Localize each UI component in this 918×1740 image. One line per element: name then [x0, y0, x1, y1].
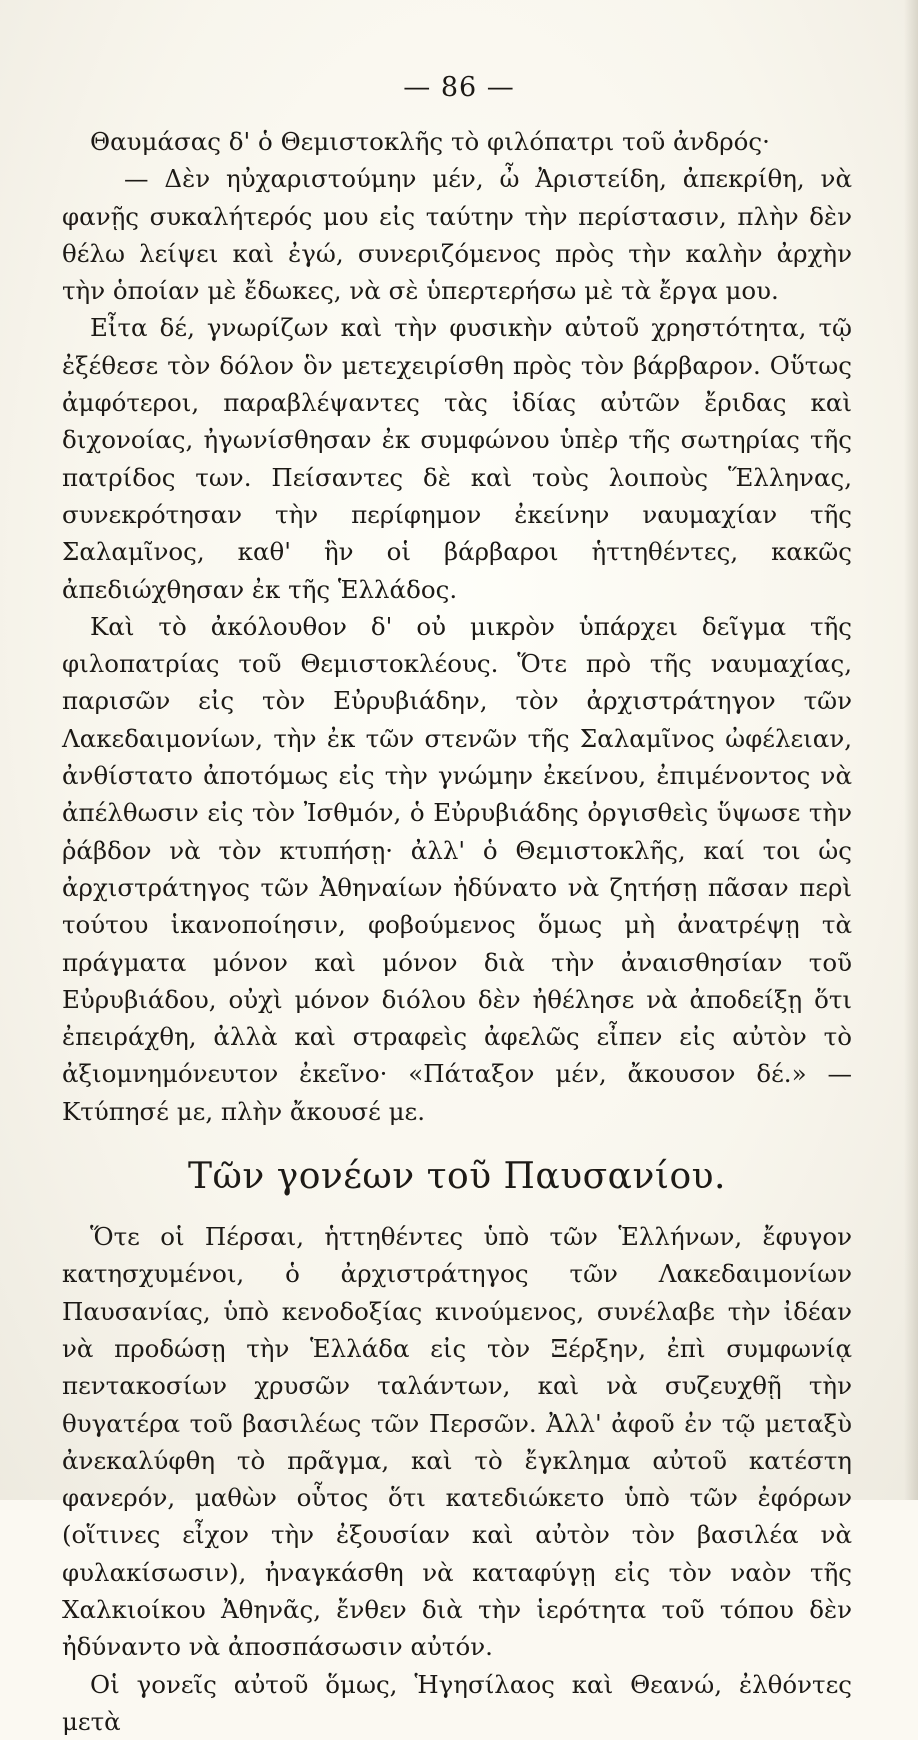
page-text: [62, 123, 852, 1740]
paragraph: Καὶ τὸ ἀκόλουθον δ' οὐ μικρὸν ὑπάρχει δεῖγμα τῆς φιλοπατρίας τοῦ Θεμιστοκλέους. Ὅτε πρὸ τῆς ναυμαχίας, παρισῶν εἰς τὸν Εὐρυβιάδην, τὸν ἀρχιστράτηγον τῶν Λακεδαιμονίων, τὴν ἐκ τῶν στενῶν τῆς Σαλαμῖνος ὠφέλειαν, ἀνθίστατο ἀποτόμως εἰς τὴν γνώμην ἐκείνου, ἐπιμένοντος νὰ ἀπέλθωσιν εἰς τὸν Ἰσθμόν, ὁ Εὐρυβιάδης ὀργισθεὶς ὕψωσε τὴν ῥάβδον νὰ τὸν κτυπήσῃ· ἀλλ' ὁ Θεμιστοκλῆς, καί τοι ὡς ἀρχιστράτηγος τῶν Ἀθηναίων ἠδύνατο νὰ ζητήσῃ πᾶσαν περὶ τούτου ἱκανοποίησιν, φοβούμενος ὅμως μὴ ἀνατρέψῃ τὰ πράγματα μόνον καὶ μόνον διὰ τὴν ἀναισθησίαν τοῦ Εὐρυβιάδου, οὐχὶ μόνον διόλου δὲν ἠθέλησε νὰ ἀποδείξῃ ὅτι ἐπειράχθη, ἀλλὰ καὶ στραφεὶς ἀφελῶς εἶπεν εἰς αὐτὸν τὸ ἀξιομνημόνευτον ἐκεῖνο· «Πάταξον μέν, ἄκουσον δέ.» —Κτύπησέ με, πλὴν ἄκουσέ με.: [62, 611, 852, 1126]
paragraph: — Δὲν ηὐχαριστούμην μέν, ὦ Ἀριστείδη, ἀπεκρίθη, νὰ φανῇς συκαλήτερός μου εἰς ταύτην τὴν περίστασιν, πλὴν δὲν θέλω λείψει καὶ ἐγώ, συνεριζόμενος πρὸς τὴν καλὴν ἀρχὴν τὴν ὁποίαν μὲ ἔδωκες, νὰ σὲ ὑπερτερήσω μὲ τὰ ἔργα μου.: [62, 164, 852, 306]
page-edge-shadow: [904, 0, 918, 1500]
section-heading: Τῶν γονέων τοῦ Παυσανίου.: [188, 1156, 726, 1198]
paragraph: Οἱ γονεῖς αὐτοῦ ὅμως, Ἡγησίλαος καὶ Θεανώ, ἐλθόντες μετὰ: [62, 1669, 852, 1736]
paragraph: Θαυμάσας δ' ὁ Θεμιστοκλῆς τὸ φιλόπατρι τοῦ ἀνδρός·: [90, 127, 770, 156]
paragraph: Εἶτα δέ, γνωρίζων καὶ τὴν φυσικὴν αὐτοῦ χρηστότητα, τῷ ἐξέθεσε τὸν δόλον ὃν μετεχειρίσθη πρὸς τὸν βάρβαρον. Οὕτως ἀμφότεροι, παραβλέψαντες τὰς ἰδίας αὐτῶν ἔριδας καὶ διχονοίας, ἠγωνίσθησαν ἐκ συμφώνου ὑπὲρ τῆς σωτηρίας τῆς πατρίδος των. Πείσαντες δὲ καὶ τοὺς λοιποὺς Ἕλληνας, συνεκρότησαν τὴν περίφημον ἐκείνην ναυμαχίαν τῆς Σαλαμῖνος, καθ' ἣν οἱ βάρβαροι ἡττηθέντες, κακῶς ἀπεδιώχθησαν ἐκ τῆς Ἑλλάδος.: [62, 313, 852, 604]
page-number: — 86 —: [403, 72, 515, 103]
paragraph: Ὅτε οἱ Πέρσαι, ἡττηθέντες ὑπὸ τῶν Ἑλλήνων, ἔφυγον κατησχυμένοι, ὁ ἀρχιστράτηγος τῶν Λακεδαιμονίων Παυσανίας, ὑπὸ κενοδοξίας κινούμενος, συνέλαβε τὴν ἰδέαν νὰ προδώσῃ τὴν Ἑλλάδα εἰς τὸν Ξέρξην, ἐπὶ συμφωνίᾳ πεντακοσίων χρυσῶν ταλάντων, καὶ νὰ συζευχθῇ τὴν θυγατέρα τοῦ βασιλέως τῶν Περσῶν. Ἀλλ' ἀφοῦ ἐν τῷ μεταξὺ ἀνεκαλύφθη τὸ πρᾶγμα, καὶ τὸ ἔγκλημα αὐτοῦ κατέστη φανερόν, μαθὼν οὗτος ὅτι κατεδιώκετο ὑπὸ τῶν ἐφόρων (οἵτινες εἶχον τὴν ἐξουσίαν καὶ αὐτὸν τὸν βασιλέα νὰ φυλακίσωσιν), ἠναγκάσθη νὰ καταφύγῃ εἰς τὸν ναὸν τῆς Χαλκιοίκου Ἀθηνᾶς, ἔνθεν διὰ τὴν ἱερότητα τοῦ τόπου δὲν ἠδύναντο νὰ ἀποσπάσωσιν αὐτόν.: [62, 1222, 852, 1662]
